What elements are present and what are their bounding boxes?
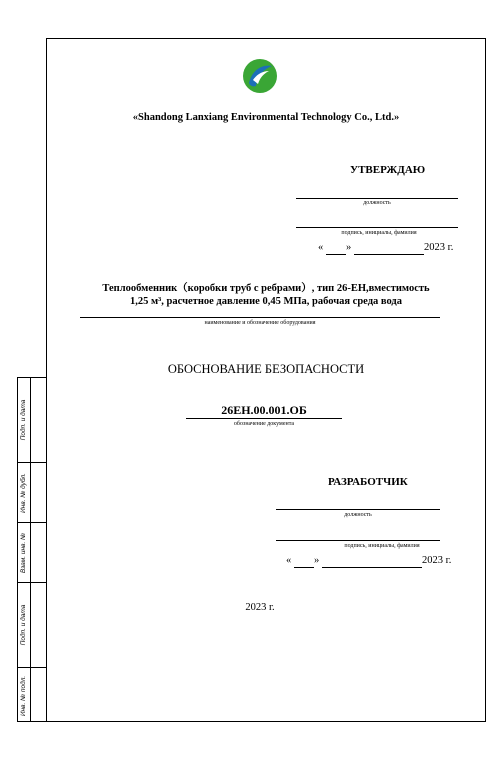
approve-month-line — [354, 254, 424, 255]
developer-month-line — [322, 567, 422, 568]
company-logo-icon — [242, 58, 278, 94]
approve-position-caption: должность — [363, 200, 391, 206]
developer-position-caption: должность — [344, 512, 372, 518]
developer-date-open: « — [286, 555, 292, 566]
developer-day-line — [294, 567, 314, 568]
approve-position-line — [296, 198, 458, 199]
stamp-label: Подп. и дата — [20, 604, 27, 646]
developer-signature-caption: подпись, инициалы, фамилия — [344, 543, 420, 549]
document-code-line — [186, 418, 342, 419]
developer-title: РАЗРАБОТЧИК — [328, 476, 408, 488]
stamp-label: Инв. № подл. — [20, 675, 27, 717]
stamp-cell-replace-inv — [18, 523, 47, 583]
document-code: 26ЕН.00.001.ОБ — [221, 403, 307, 417]
document-code-caption: обозначение документа — [233, 421, 295, 427]
equipment-line — [80, 317, 440, 318]
page-frame — [46, 38, 486, 722]
approve-title: УТВЕРЖДАЮ — [350, 164, 426, 176]
developer-date-mid: » — [314, 555, 320, 566]
company-name: «Shandong Lanxiang Environmental Technology Co., Ltd.» — [132, 112, 400, 123]
document-title: ОБОСНОВАНИЕ БЕЗОПАСНОСТИ — [167, 362, 365, 376]
document-year: 2023 г. — [245, 602, 275, 613]
equipment-line-2: 1,25 м³, расчетное давление 0,45 МПа, рабочая среда вода — [130, 296, 402, 307]
approve-date-open: « — [318, 242, 324, 253]
equipment-caption: наименование и обозначение оборудования — [204, 320, 316, 326]
equipment-line-1: Теплообменник（коробки труб с ребрами）, тип 26-EH,вместимость — [102, 283, 430, 294]
approve-signature-line — [296, 227, 458, 228]
approve-year: 2023 г. — [424, 242, 454, 253]
stamp-label: Подп. и дата — [20, 399, 27, 441]
developer-year: 2023 г. — [422, 555, 452, 566]
stamp-label: Инв. № дубл. — [20, 473, 27, 513]
approve-date-mid: » — [346, 242, 352, 253]
stamp-cell-orig-inv — [18, 668, 47, 723]
side-stamp — [17, 377, 46, 722]
stamp-label: Взам. инв. № — [20, 532, 27, 574]
developer-signature-line — [276, 540, 440, 541]
approve-signature-caption: подпись, инициалы, фамилия — [341, 230, 417, 236]
developer-position-line — [276, 509, 440, 510]
approve-day-line — [326, 254, 346, 255]
